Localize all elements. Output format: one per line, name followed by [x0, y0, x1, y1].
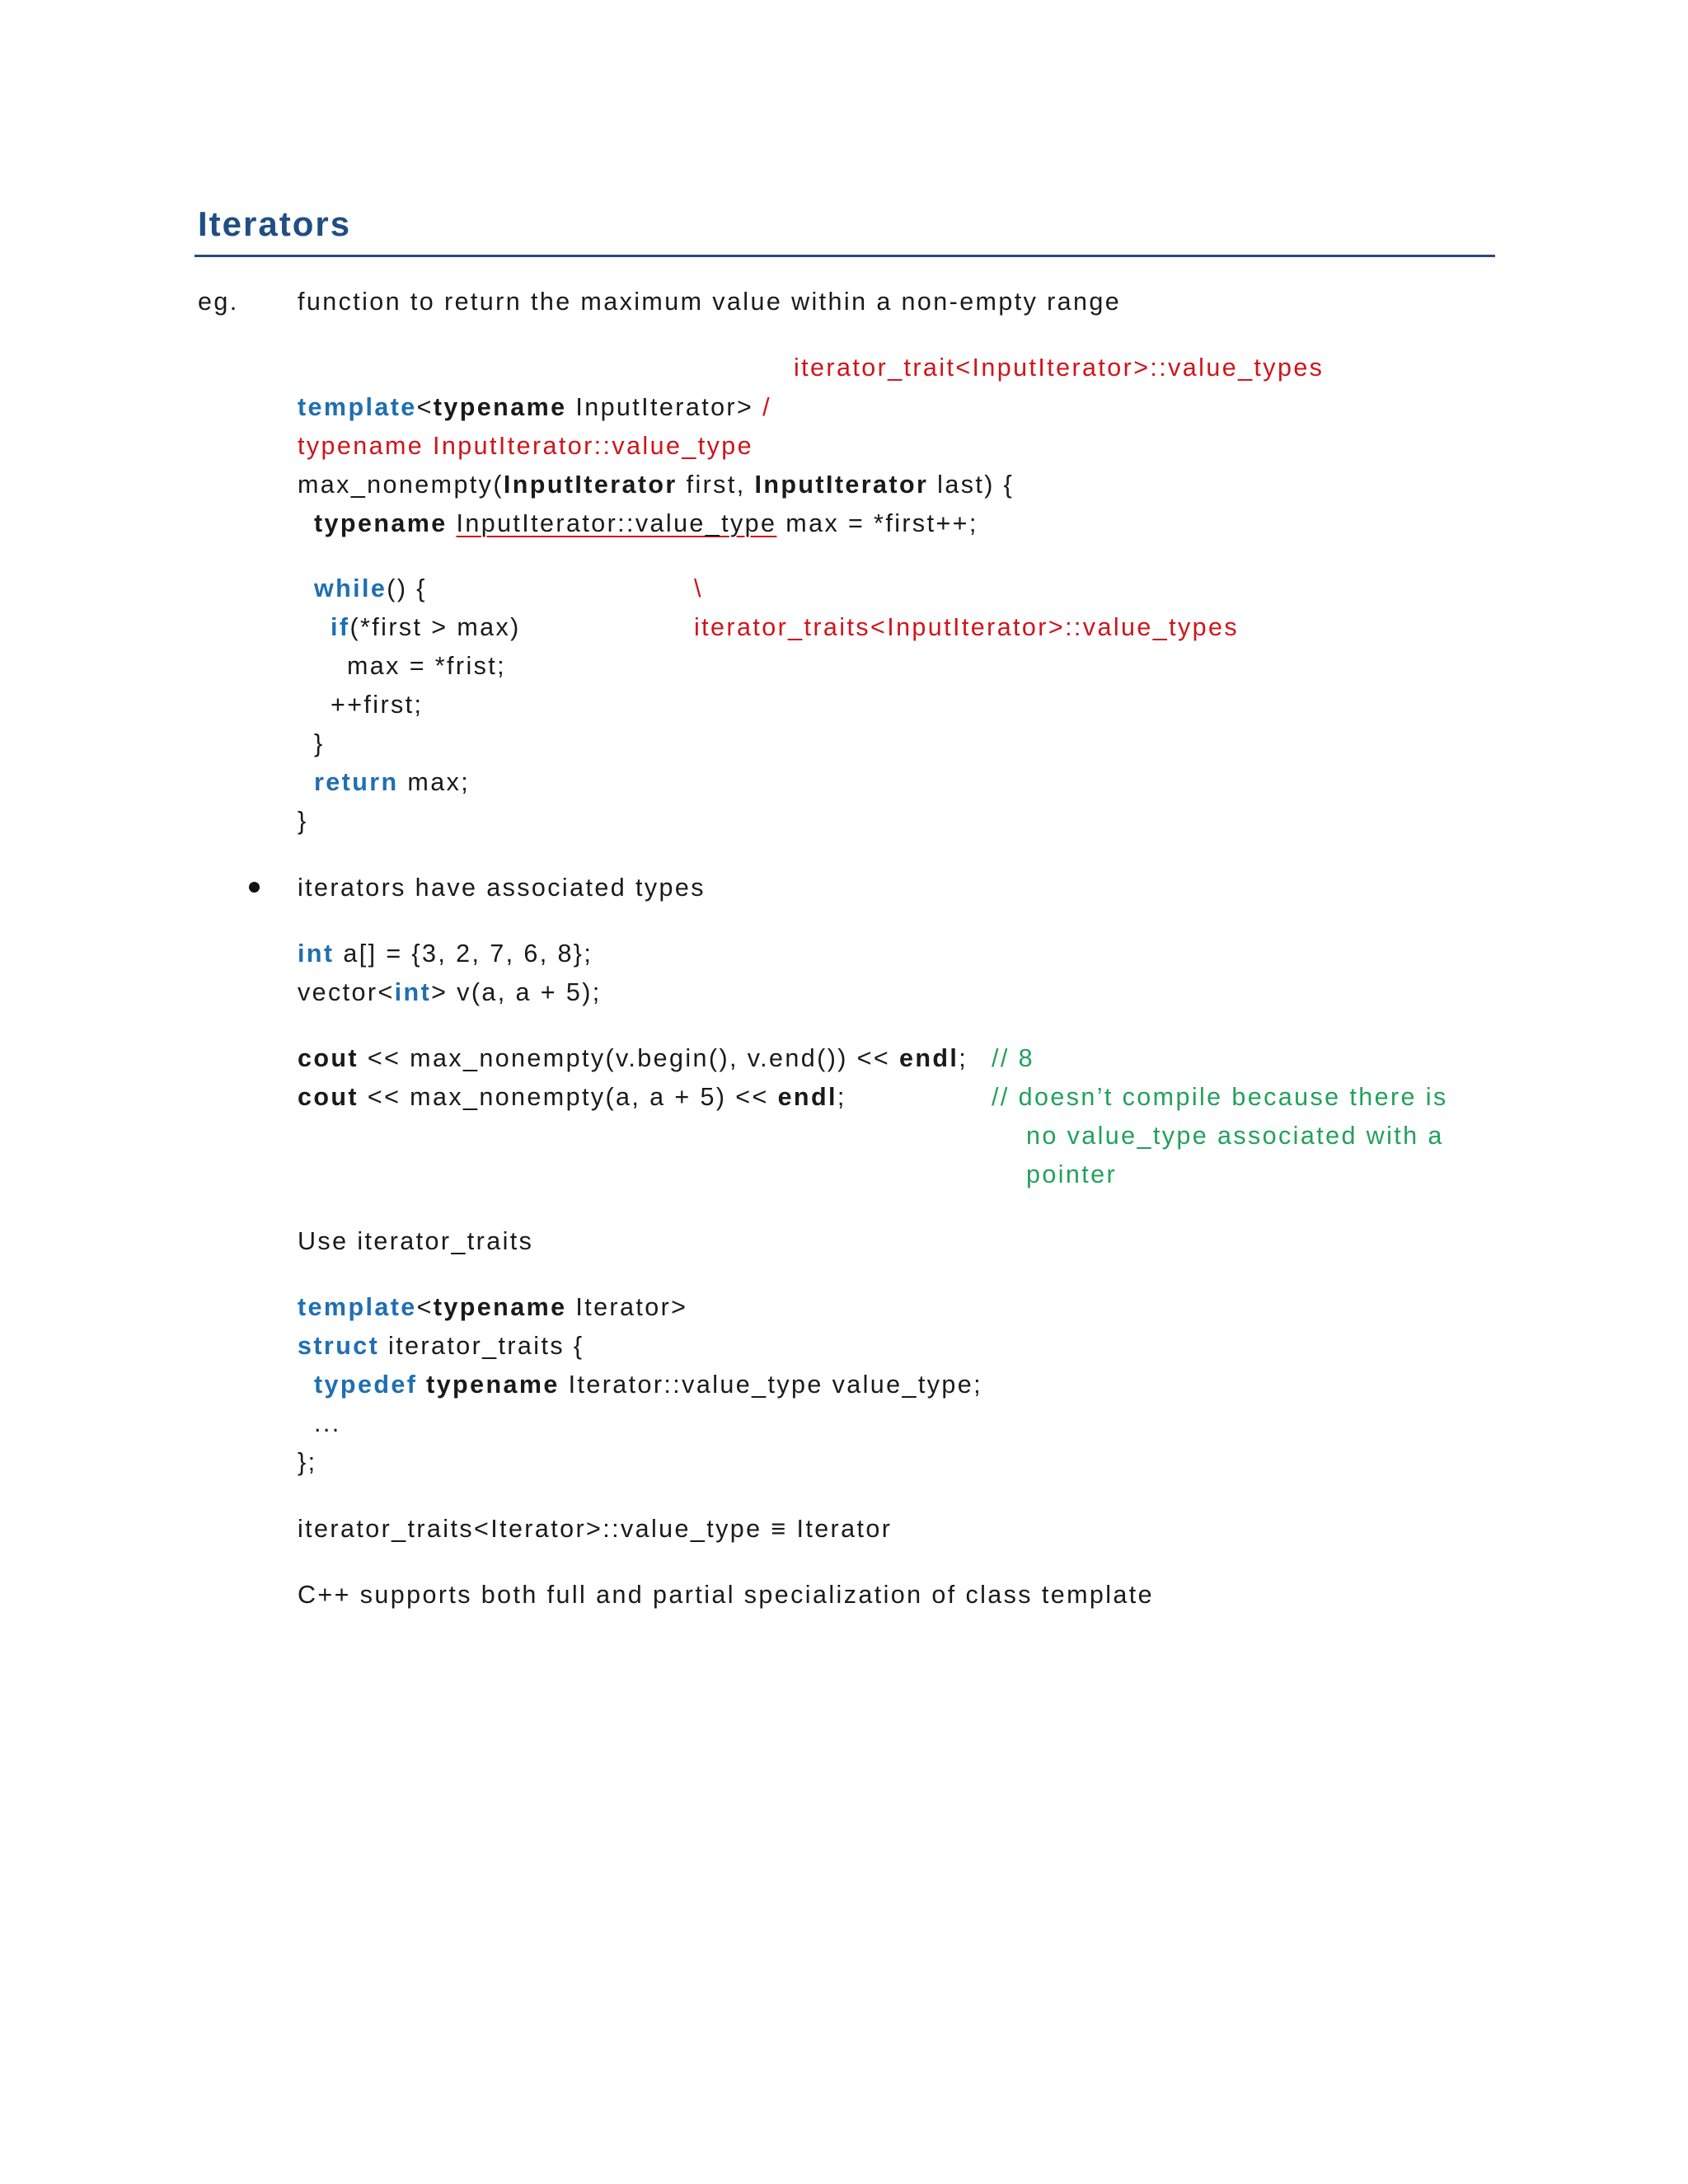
use-traits-text: Use iterator_traits — [298, 1227, 534, 1255]
code-line-max-decl — [314, 507, 978, 540]
code-line-signature — [298, 468, 1014, 501]
keyword-cout: cout — [298, 1083, 359, 1111]
title-rule — [195, 255, 1495, 257]
code-line-close-brace: } — [314, 729, 325, 757]
annotation-typename-value-type: typename InputIterator::value_type — [298, 432, 753, 460]
annotation-slash: / — [753, 393, 771, 421]
code-text: Iterator> — [566, 1293, 688, 1321]
code-text: ; — [959, 1044, 968, 1072]
annotation-backslash: \ — [694, 574, 703, 602]
code-text: last) { — [928, 471, 1015, 499]
code-line-increment: ++first; — [331, 691, 424, 719]
example-description: function to return the maximum value within a non-empty range — [298, 288, 1122, 316]
code-line-assign: max = *frist; — [347, 652, 507, 680]
code-text: << max_nonempty(a, a + 5) << — [358, 1083, 778, 1111]
code-line-array — [298, 937, 593, 970]
code-text: () { — [387, 574, 427, 602]
code-line-return — [314, 766, 470, 799]
equivalence-line: iterator_traits<Iterator>::value_type ≡ Iterator — [298, 1515, 893, 1543]
comment-result: // 8 — [992, 1044, 1034, 1072]
code-line-vector — [298, 976, 602, 1009]
keyword-return: return — [314, 768, 399, 796]
bullet-icon — [249, 882, 260, 893]
keyword-cout: cout — [298, 1044, 359, 1072]
code-text: first, — [677, 471, 755, 499]
comment-no-compile-cont: pointer — [1026, 1160, 1118, 1188]
keyword-typename: typename — [314, 509, 448, 537]
keyword-template: template — [298, 393, 417, 421]
code-text: (*first > max) — [349, 613, 521, 641]
keyword-int: int — [298, 940, 335, 968]
code-text: max; — [398, 768, 471, 796]
code-text: max = *first++; — [776, 509, 978, 537]
code-text: a[] = {3, 2, 7, 6, 8}; — [334, 940, 593, 968]
comment-no-compile: // doesn’t compile because there is — [992, 1083, 1448, 1111]
code-line-template — [298, 391, 771, 424]
code-line-cout-vector — [298, 1042, 968, 1075]
keyword-template: template — [298, 1293, 417, 1321]
underlined-value-type: InputIterator::value_type — [456, 509, 777, 537]
code-text: < — [416, 1293, 434, 1321]
code-text: max_nonempty( — [298, 471, 504, 499]
code-text — [448, 509, 457, 537]
keyword-while: while — [314, 574, 387, 602]
keyword-typename: typename — [433, 1293, 567, 1321]
annotation-iterator-trait: iterator_trait<InputIterator>::value_types — [794, 354, 1325, 382]
closing-line: C++ supports both full and partial specialization of class template — [298, 1581, 1155, 1609]
code-line-ellipsis: ... — [314, 1409, 341, 1437]
code-text — [417, 1371, 426, 1399]
keyword-typename: typename — [433, 393, 567, 421]
code-text: > v(a, a + 5); — [431, 978, 602, 1006]
keyword-typedef: typedef — [314, 1371, 418, 1399]
keyword-struct: struct — [298, 1332, 380, 1360]
page-title: Iterators — [198, 204, 352, 243]
keyword-int: int — [394, 978, 432, 1006]
code-line-template2 — [298, 1291, 687, 1324]
bullet-text: iterators have associated types — [298, 874, 706, 902]
code-text: vector< — [298, 978, 395, 1006]
code-line-if — [331, 611, 521, 644]
code-text: Iterator::value_type value_type; — [559, 1371, 982, 1399]
code-line-struct — [298, 1329, 584, 1362]
annotation-iterator-traits: iterator_traits<InputIterator>::value_types — [694, 613, 1239, 641]
code-text: < — [416, 393, 434, 421]
param-type: InputIterator — [754, 471, 929, 499]
keyword-if: if — [331, 613, 350, 641]
param-type: InputIterator — [503, 471, 678, 499]
code-line-final-brace: } — [298, 807, 308, 835]
code-text: iterator_traits { — [379, 1332, 584, 1360]
code-line-struct-close: }; — [298, 1448, 317, 1476]
keyword-endl: endl — [777, 1083, 837, 1111]
keyword-endl: endl — [898, 1044, 959, 1072]
code-text: << max_nonempty(v.begin(), v.end()) << — [358, 1044, 899, 1072]
code-line-cout-pointer — [298, 1080, 846, 1113]
code-text: ; — [837, 1083, 846, 1111]
code-text: InputIterator> — [566, 393, 754, 421]
code-line-typedef — [314, 1368, 982, 1401]
comment-no-compile-cont: no value_type associated with a — [1026, 1122, 1444, 1150]
example-label: eg. — [198, 288, 239, 316]
keyword-typename: typename — [426, 1371, 560, 1399]
code-line-while — [314, 572, 427, 605]
